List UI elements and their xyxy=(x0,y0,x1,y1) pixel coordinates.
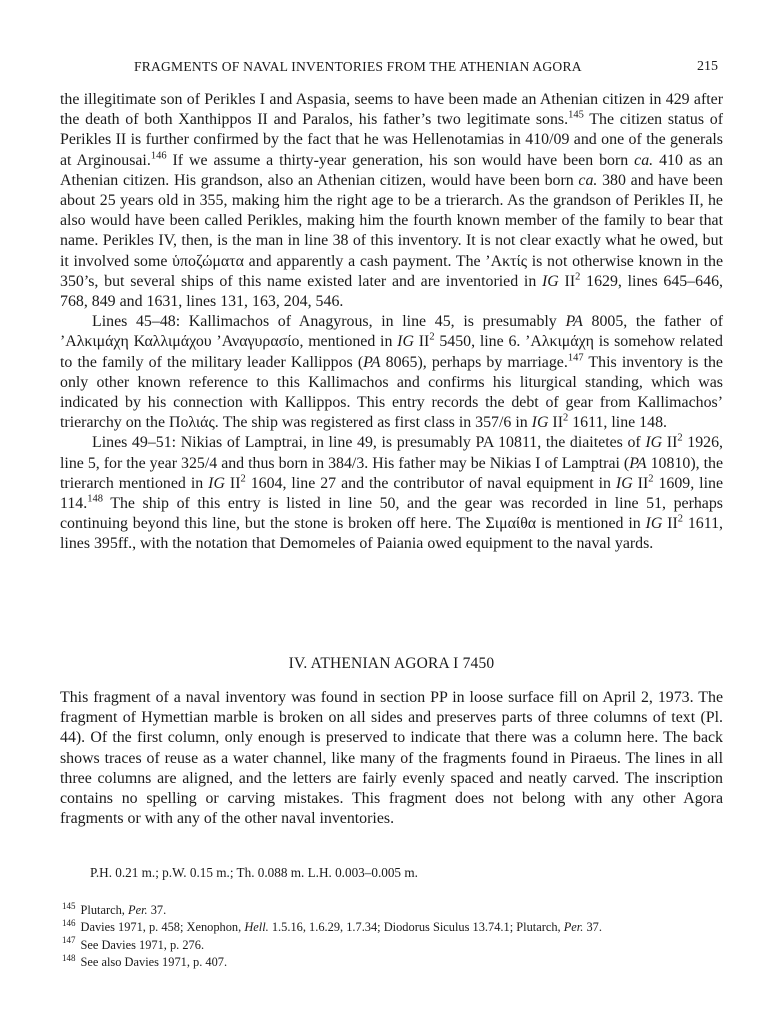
text-run: II xyxy=(548,414,564,432)
text-run: II xyxy=(632,474,649,492)
footnote-number: 147 xyxy=(62,935,76,946)
text-run: II xyxy=(662,434,678,452)
text-run: 37. xyxy=(583,920,602,935)
italic-abbrev: Per. xyxy=(563,920,584,935)
text-run: 8005, the father of ’Αλκιμάχη Καλλιμάχου ’Αναγυρασίο, mentioned in xyxy=(60,313,723,351)
footnote-number: 146 xyxy=(62,918,76,929)
text-run: 1.5.16, 1.6.29, 1.7.34; Diodorus Siculus 13.74.1; Plutarch, xyxy=(268,920,564,935)
text-run: II xyxy=(224,474,241,492)
paragraph-lines-45-48 xyxy=(60,312,723,433)
text-run: 410 as an Athenian citizen. His grandson, also an Athenian citizen, would have been born xyxy=(60,151,723,189)
italic-abbrev: PA xyxy=(629,454,647,472)
section-heading: IV. ATHENIAN AGORA I 7450 xyxy=(288,655,495,672)
footnote-146 xyxy=(62,919,722,936)
superscript: 2 xyxy=(677,513,683,525)
footnote-ref-145[interactable]: 145 xyxy=(568,109,584,121)
text-run: Plutarch, xyxy=(80,903,128,917)
text-run: 5450, line 6. ’Αλκιμάχη is somehow related to the family of the military leader Kallippos ( xyxy=(60,333,723,371)
running-head xyxy=(60,59,720,79)
italic-abbrev: ca. xyxy=(634,151,654,169)
superscript: 2 xyxy=(563,412,569,424)
text-run: If we assume a thirty-year generation, his son would have been born xyxy=(166,151,635,169)
superscript: 2 xyxy=(429,332,435,344)
superscript: 2 xyxy=(677,433,683,445)
section-body xyxy=(60,688,723,829)
text-run: 8065), perhaps by marriage. xyxy=(380,353,568,371)
footnote-number: 145 xyxy=(62,900,76,911)
paragraph-agora-i-7450: This fragment of a naval inventory was found in section PP in loose surface fill on April 2, 1973. The fragment of Hymettian marble is broken on all sides and preserves parts of three columns of text (Pl. 44). Of the first column, only enough is preserved to indicate that there was a column here. The back shows traces of reuse as a water channel, like many of the fragments found in Piraeus. The lines in all three columns are aligned, and the letters are fairly evenly spaced and neatly carved. The inscription contains no spelling or carving mistakes. This fragment does not belong with any other Agora fragments or with any of the other naval inventories. xyxy=(60,689,723,828)
footnote-148 xyxy=(62,954,722,971)
text-run: This inventory is the only other known reference to this Kallimachos and confirms his liturgical standing, which was indicated by his connection with Kallippos. This entry records the debt of gear from Kallimachos’ trierarchy on the Πολιάς. The ship was registered as first class in 357/6 in xyxy=(60,353,723,432)
italic-abbrev: IG xyxy=(645,515,663,533)
italic-abbrev: IG xyxy=(542,272,559,290)
page-number: 215 xyxy=(697,59,718,74)
text-run: See also Davies 1971, p. 407. xyxy=(80,954,228,969)
text-run: 1926, line 5, for the year 325/4 and thus born in 384/3. His father may be Nikias I of Lamptrai ( xyxy=(60,434,723,472)
footnote-147 xyxy=(62,937,722,954)
text-run: II xyxy=(558,272,576,290)
text-run: II xyxy=(662,515,678,533)
running-head-title: FRAGMENTS OF NAVAL INVENTORIES FROM THE ATHENIAN AGORA xyxy=(134,59,582,74)
text-run: See Davies 1971, p. 276. xyxy=(80,937,205,952)
italic-abbrev: PA xyxy=(363,353,381,371)
italic-abbrev: Hell. xyxy=(244,920,269,935)
text-run: The citizen status of Perikles II is further confirmed by the fact that he was Hellenotamias in 410/09 and one of the generals at Arginousai. xyxy=(60,111,723,169)
italic-abbrev: IG xyxy=(397,333,414,351)
paragraph-lines-49-51 xyxy=(60,433,723,554)
superscript: 2 xyxy=(240,473,246,485)
footnote-145 xyxy=(62,902,722,919)
italic-abbrev: IG xyxy=(531,414,549,432)
text-run: 1604, line 27 and the contributor of naval equipment in xyxy=(245,474,616,492)
body-text xyxy=(60,90,723,555)
paragraph-perikles xyxy=(60,90,723,312)
text-run: 1629, lines 645–646, 768, 849 and 1631, lines 131, 163, 204, 546. xyxy=(60,272,723,311)
text-run: 1611, lines 395ff., with the notation that Demomeles of Paiania owed equipment to the naval yards. xyxy=(60,515,724,553)
footnote-ref-147[interactable]: 147 xyxy=(567,352,584,364)
superscript: 2 xyxy=(648,473,654,485)
text-run: the illegitimate son of Perikles I and Aspasia, seems to have been made an Athenian citizen in 429 after the death of both Xanthippos II and Paralos, his father’s two legitimate sons. xyxy=(60,91,723,129)
italic-abbrev: IG xyxy=(208,474,225,492)
footnote-ref-148[interactable]: 148 xyxy=(87,493,103,505)
footnotes xyxy=(62,902,722,971)
text-run: 37. xyxy=(147,903,167,917)
text-run: Davies 1971, p. 458; Xenophon, xyxy=(80,920,245,935)
italic-abbrev: Per. xyxy=(128,903,148,917)
text-run: Lines 45–48: Kallimachos of Anagyrous, in line 45, is presumably xyxy=(92,313,566,331)
text-run: 1609, line 114. xyxy=(60,474,724,513)
text-run: II xyxy=(413,333,430,351)
italic-abbrev: ca. xyxy=(578,171,598,189)
text-run: Lines 49–51: Nikias of Lamptrai, in line 49, is presumably PA 10811, the diaitetes of xyxy=(92,434,646,452)
fragment-dimensions: P.H. 0.21 m.; p.W. 0.15 m.; Th. 0.088 m. L.H. 0.003–0.005 m. xyxy=(90,865,418,880)
italic-abbrev: PA xyxy=(565,313,583,331)
italic-abbrev: IG xyxy=(615,474,633,492)
text-run: The ship of this entry is listed in line 50, and the gear was recorded in line 51, perhaps continuing beyond this line, but the stone is broken off here. The Σιμαίθα is mentioned in xyxy=(60,495,723,533)
footnote-ref-146[interactable]: 146 xyxy=(150,150,167,162)
italic-abbrev: IG xyxy=(645,434,663,452)
superscript: 2 xyxy=(575,271,581,283)
text-run: 10810), the trierarch mentioned in xyxy=(60,454,724,492)
footnote-number: 148 xyxy=(62,952,76,963)
text-run: 380 and have been about 25 years old in 355, making him the right age to be a trierarch. As the grandson of Perikles II, he also would have been called Perikles, making him the fourth known member of the family to bear that name. Perikles IV, then, is the man in line 38 of this inventory. It is not clear exactly what he owed, but it involved some ὑποζώματα and apparently a cash payment. The ’Ακτίς is not otherwise known in the 350’s, but several ships of this name existed later and are inventoried in xyxy=(60,171,723,290)
text-run: 1611, line 148. xyxy=(568,414,667,432)
